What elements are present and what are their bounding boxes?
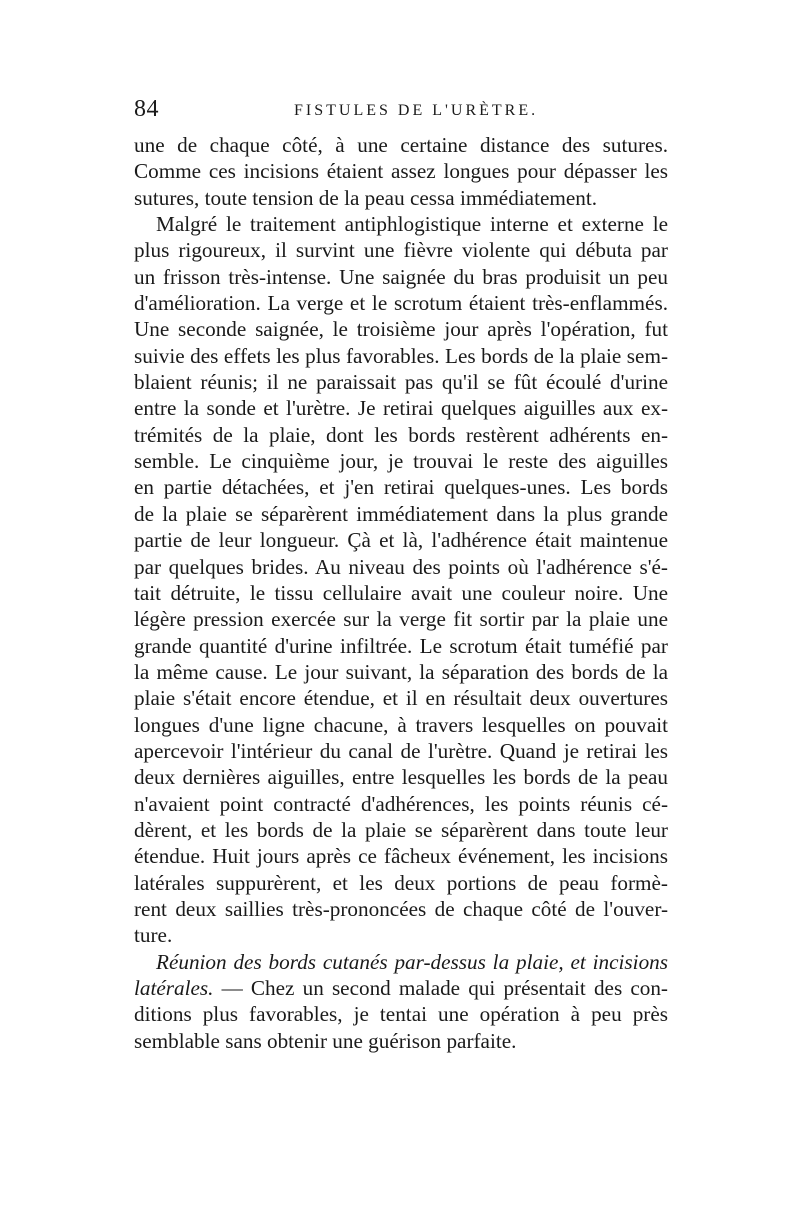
body-text [134,132,668,1054]
text-line: grande quantité d'urine infiltrée. Le scrotum était tuméfié par [134,633,668,658]
text-line: plaie s'était encore étendue, et il en résultait deux ouvertures [134,686,668,711]
text-line: dèrent, et les bords de la plaie se séparèrent dans toute leur [134,817,668,842]
text-line: partie de leur longueur. Çà et là, l'adhérence était maintenue [134,528,668,553]
text-line: deux dernières aiguilles, entre lesquelles les bords de la peau [134,765,668,790]
text-line: Comme ces incisions étaient assez longues pour dépasser les [134,159,668,184]
text-line: rent deux saillies très-prononcées de chaque côté de l'ouver- [134,896,668,921]
text-line: suivie des effets les plus favorables. Les bords de la plaie sem- [134,343,668,368]
text-line: ditions plus favorables, je tentai une opération à peu près [134,1002,668,1027]
text-line: la même cause. Le jour suivant, la séparation des bords de la [134,659,668,684]
section-heading: Réunion des bords cutanés par-dessus la plaie, et incisions [156,949,668,974]
text-line: Malgré le traitement antiphlogistique interne et externe le [156,212,668,237]
text-line: longues d'une ligne chacune, à travers lesquelles on pouvait [134,712,668,737]
text-line: semble. Le cinquième jour, je trouvai le reste des aiguilles [134,449,668,474]
text-line: en partie détachées, et j'en retirai quelques-unes. Les bords [134,475,668,500]
text-line: plus rigoureux, il survint une fièvre violente qui débuta par [134,238,668,263]
text-fragment: — Chez un second malade qui présentait des con- [213,976,668,1000]
text-line: légère pression exercée sur la verge fit sortir par la plaie une [134,607,668,632]
text-line: Une seconde saignée, le troisième jour après l'opération, fut [134,317,668,342]
text-line: d'amélioration. La verge et le scrotum étaient très-enflammés. [134,291,668,316]
text-line: un frisson très-intense. Une saignée du bras produisit un peu [134,264,668,289]
page-header [134,96,668,126]
text-line: par quelques brides. Au niveau des points où l'adhérence s'é- [134,554,668,579]
page-number: 84 [134,96,159,122]
text-line: ture. [134,923,173,948]
text-line: trémités de la plaie, dont les bords restèrent adhérents en- [134,422,668,447]
text-line: apercevoir l'intérieur du canal de l'urètre. Quand je retirai les [134,738,668,763]
text-line: semblable sans obtenir une guérison parfaite. [134,1028,517,1053]
text-line: latérales suppurèrent, et les deux portions de peau formè- [134,870,668,895]
text-line: une de chaque côté, à une certaine distance des sutures. [134,133,668,157]
text-line: n'avaient point contracté d'adhérences, les points réunis cé- [134,791,668,816]
section-heading-continuation: latérales. [134,976,214,1000]
running-title: FISTULES DE L'URÈTRE. [294,102,539,119]
text-line: étendue. Huit jours après ce fâcheux événement, les incisions [134,844,668,869]
text-line: entre la sonde et l'urètre. Je retirai quelques aiguilles aux ex- [134,396,668,421]
text-line: sutures, toute tension de la peau cessa immédiatement. [134,185,598,210]
text-line: de la plaie se séparèrent immédiatement dans la plus grande [134,501,668,526]
text-line: tait détruite, le tissu cellulaire avait une couleur noire. Une [134,580,668,605]
text-line: blaient réunis; il ne paraissait pas qu'il se fût écoulé d'urine [134,370,668,395]
text-line [134,975,668,1001]
